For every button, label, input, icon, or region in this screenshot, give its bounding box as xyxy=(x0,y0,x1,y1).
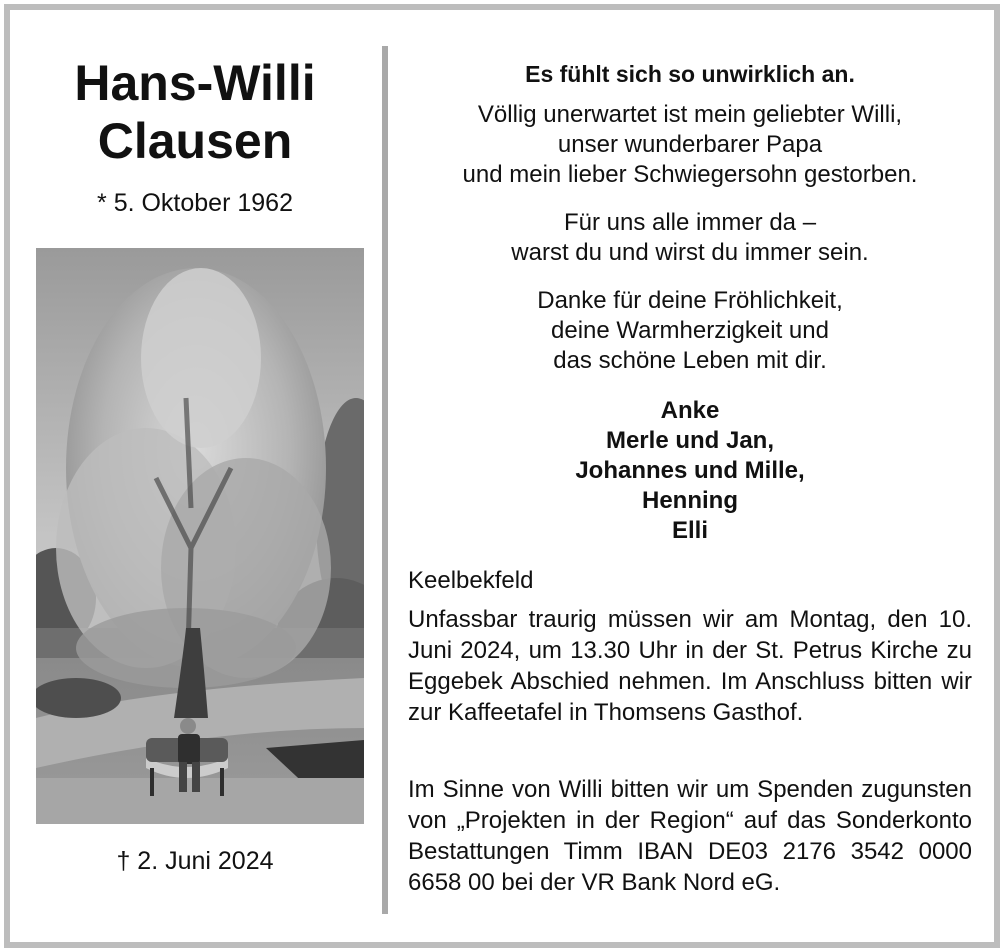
family-member: Elli xyxy=(671,517,708,544)
memorial-photo xyxy=(36,248,364,824)
verse-line: warst du und wirst du immer sein. xyxy=(511,239,869,266)
verse-line: deine Warmherzigkeit und xyxy=(551,317,829,344)
verse-line: und mein lieber Schwiegersohn gestorben. xyxy=(462,161,918,188)
family-member: Henning xyxy=(642,487,738,514)
verse-line: Völlig unerwartet ist mein geliebter Willi, xyxy=(477,101,903,128)
obituary-frame xyxy=(4,4,1000,948)
verse-line: unser wunderbarer Papa xyxy=(557,131,823,158)
verse-3 xyxy=(408,286,972,376)
family-member: Johannes und Mille, xyxy=(575,457,805,484)
verse-1 xyxy=(408,100,972,190)
column-divider xyxy=(382,46,388,914)
verse-2 xyxy=(408,208,972,268)
deceased-name xyxy=(10,54,380,170)
left-column xyxy=(10,10,380,942)
service-paragraph: Unfassbar traurig müssen wir am Montag, den 10. Juni 2024, um 13.30 Uhr in der St. Petrus Kirche zu Eggebek Abschied nehmen. Im Anschluss bitten wir zur Kaffeetafel in Thomsens Gasthof. xyxy=(408,606,972,726)
last-name: Clausen xyxy=(97,113,293,169)
family-member: Merle und Jan, xyxy=(605,427,775,454)
birth-date: * 5. Oktober 1962 xyxy=(97,189,293,217)
verse-line: Danke für deine Fröhlichkeit, xyxy=(537,287,843,314)
verse-line: Für uns alle immer da – xyxy=(563,209,817,236)
first-name: Hans-Willi xyxy=(74,55,316,111)
place-name: Keelbekfeld xyxy=(408,567,534,594)
death-date: † 2. Juni 2024 xyxy=(116,847,274,875)
family-member: Anke xyxy=(660,397,720,424)
right-column xyxy=(408,10,972,942)
heading: Es fühlt sich so unwirklich an. xyxy=(525,61,855,87)
verse-line: das schöne Leben mit dir. xyxy=(553,347,827,374)
family-names xyxy=(408,396,972,546)
donation-paragraph: Im Sinne von Willi bitten wir um Spenden zugunsten von „Projekten in der Region“ auf das Sonderkonto Bestattungen Timm IBAN DE03 2176 3542 0000 6658 00 bei der VR Bank Nord eG. xyxy=(408,776,972,896)
